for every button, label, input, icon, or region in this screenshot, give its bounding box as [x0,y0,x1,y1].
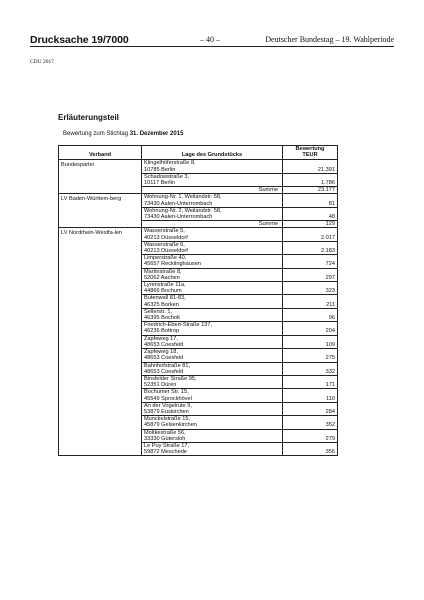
address-cell [142,255,283,268]
address-city: 45879 Gelsenkirchen [144,422,197,429]
address-cell [142,268,283,281]
address-street: Limperstraße 40, [144,255,187,262]
col-header-bewertung-unit: TEUR [302,152,318,159]
address-cell [142,241,283,254]
property-table [58,145,338,456]
address-city: 45657 Recklinghausen [144,261,201,268]
value-cell: 356 [283,442,338,455]
address-city: 10785 Berlin [144,166,176,173]
address-cell [142,228,283,241]
table-header-row [59,146,338,160]
address-cell [142,389,283,402]
verband-cell: LV Nordrhein-Westfa-len [59,228,142,456]
address-city: 52062 Aachen [144,274,180,281]
value-cell: 109 [283,335,338,348]
address-street: Zapfeweg 18, [144,349,178,356]
value-cell: 332 [283,362,338,375]
address-city: 40213 Düsseldorf [144,234,188,241]
value-cell: 211 [283,295,338,308]
table-row [59,194,338,207]
address-city: 40213 Düsseldorf [144,248,188,255]
value-cell: 1.786 [283,173,338,186]
value-cell: 171 [283,375,338,388]
address-city: 73430 Aalen-Unterrombach [144,214,213,221]
address-street: Wasserstraße 5, [144,228,185,235]
address-cell [142,295,283,308]
address-cell [142,173,283,186]
address-cell [142,375,283,388]
address-city: 46395 Bocholt [144,315,180,322]
address-street: Sellerstr. 1, [144,308,172,315]
doc-label: Drucksache 19/ [30,34,106,46]
col-header-lage: Lage des Grundstücks [142,146,283,160]
address-street: Lyrenstraße 11a, [144,282,186,289]
value-cell: 297 [283,268,338,281]
section-title: Erläuterungsteil [58,113,119,122]
address-city: 48653 Coesfeld [144,341,184,348]
valuation-date-value: 31. Dezember 2015 [129,131,184,137]
address-cell [142,322,283,335]
address-cell [142,308,283,321]
address-city: 48653 Coesfeld [144,355,184,362]
page-number: – 40 – [200,35,220,44]
value-cell: 48 [283,207,338,220]
value-cell: 275 [283,349,338,362]
address-cell [142,442,283,455]
address-cell [142,402,283,415]
address-city: 45549 Sprockhövel [144,395,192,402]
sum-label: Summe [142,221,283,228]
address-cell [142,335,283,348]
address-city: 10117 Berlin [144,180,175,187]
address-street: Moltkestraße 56, [144,429,186,436]
address-cell [142,160,283,173]
value-cell: 2.017 [283,228,338,241]
address-city: 52351 Düren [144,382,177,389]
valuation-date-prefix: Bewertung zum Stichtag [63,131,130,137]
value-cell: 2.183 [283,241,338,254]
address-street: Bochumer Str. 15, [144,389,189,396]
value-cell: 279 [283,429,338,442]
address-street: Friedrich-Ebert-Straße 137, [144,322,213,329]
address-cell [142,429,283,442]
valuation-date [63,131,183,137]
address-city: 46236 Bottrop [144,328,180,335]
table-body [59,160,338,456]
address-street: Wohnung-Nr. 2, Weilandstr. 58, [144,207,222,214]
address-street: Butenwall 81-83, [144,295,186,302]
address-city: 73430 Aalen-Unterrombach [144,200,213,207]
address-street: Martinstraße 8, [144,268,182,275]
doc-number: 7000 [105,34,129,46]
address-street: Zapfeweg 17, [144,335,178,342]
verband-cell: Bundespartei [59,160,142,194]
address-street: Munckelstraße 15, [144,416,191,423]
address-city: 59872 Meschede [144,449,187,456]
address-street: Wohnung-Nr. 1, Weilandstr. 58, [144,194,222,201]
address-street: Le Puy Straße 17, [144,442,190,449]
address-street: Binsfelder Straße 95, [144,375,197,382]
value-cell: 724 [283,255,338,268]
running-header [30,34,394,47]
address-street: Wasserstraße 6, [144,241,185,248]
address-street: Schadowstraße 3, [144,173,190,180]
address-cell [142,416,283,429]
value-cell: 323 [283,282,338,295]
sum-label: Summe [142,187,283,194]
document-number [30,34,129,46]
value-cell: 352 [283,416,338,429]
address-cell [142,349,283,362]
parliament-term: Deutscher Bundestag – 19. Wahlperiode [265,35,394,44]
verband-cell: LV Baden-Württem-berg [59,194,142,228]
address-city: 46325 Borken [144,301,179,308]
sum-value: 23.177 [283,187,338,194]
value-cell: 204 [283,322,338,335]
address-street: Klingelhöferstraße 8, [144,160,196,167]
party-year-label: CDU 2017 [30,59,54,65]
col-header-bewertung [283,146,338,160]
address-cell [142,207,283,220]
col-header-verband: Verband [59,146,142,160]
value-cell: 110 [283,389,338,402]
address-city: 53879 Euskirchen [144,408,189,415]
table-row [59,160,338,173]
address-city: 44866 Bochum [144,288,182,295]
value-cell: 284 [283,402,338,415]
value-cell: 96 [283,308,338,321]
address-cell [142,282,283,295]
address-cell [142,194,283,207]
col-header-bewertung-label: Bewertung [295,146,325,152]
address-cell [142,362,283,375]
address-city: 33330 Gütersloh [144,435,186,442]
address-city: 48653 Coesfeld [144,368,184,375]
address-street: Bahnhofstraße 81, [144,362,191,369]
value-cell: 21.391 [283,160,338,173]
address-street: An der Vogelrute 9, [144,402,192,409]
value-cell: 81 [283,194,338,207]
sum-value: 129 [283,221,338,228]
table-row [59,228,338,241]
